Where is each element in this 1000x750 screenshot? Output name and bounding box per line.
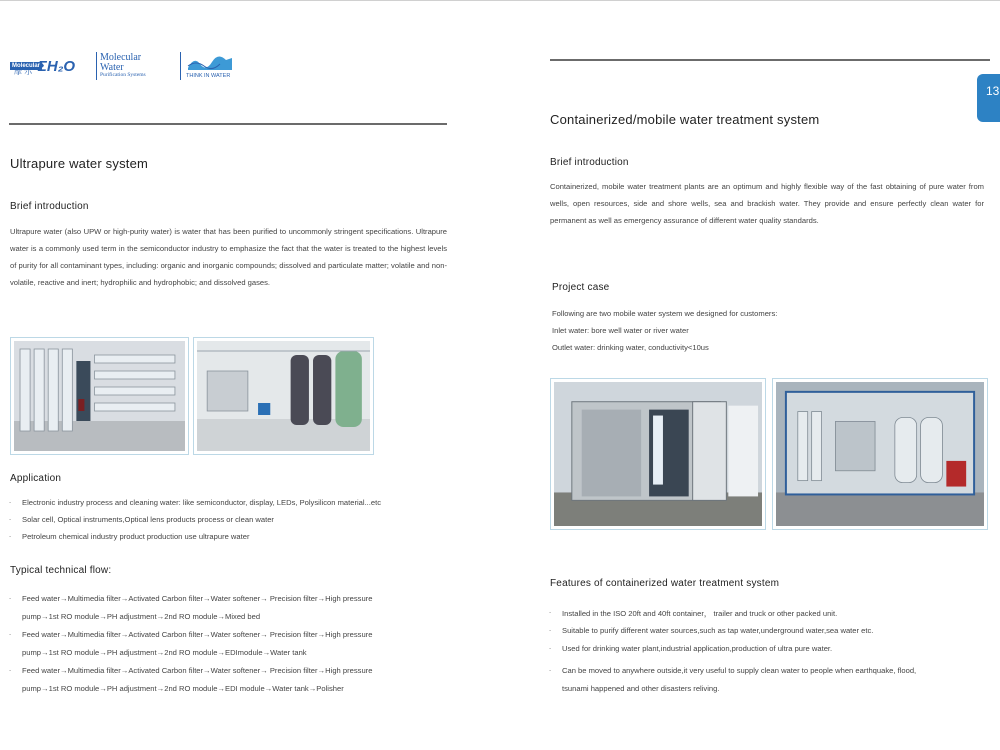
right-brief-text: Containerized, mobile water treatment plants are an optimum and highly flexible way of the fast obtaining of pure water from wells, open resources, side and shore wells, sea and brackish water. They provide and ensure perfectly clean water for permanent as well as emergency assurance of different water quality standards. <box>550 182 984 225</box>
features-heading: Features of containerized water treatment system <box>550 578 780 589</box>
logo-name-2: Water <box>100 62 124 73</box>
list-item <box>9 626 449 662</box>
list-item <box>9 590 449 626</box>
flow-heading: Typical technical flow: <box>10 565 112 576</box>
flow-line: . Feed water→Multimedia filter→Activated Carbon filter→Water softener→ Precision filter→High pressure <box>22 630 373 639</box>
list-item: . Electronic industry process and cleaning water: like semiconductor, display, LEDs, Polysilicon material...etc <box>9 498 449 515</box>
features-list <box>549 608 989 698</box>
left-brief-text: Ultrapure water (also UPW or high-purity water) is water that has been purified to uncommonly stringent specifications. Ultrapure water is a commonly used term in the semiconductor industry to emphasize the fact that the water is treated to the highest levels of purity for all contaminant types, including: organic and inorganic compounds; dissolved and particulate matter; volatile and non-volatile, reactive and inert; hydrophilic and hydrophobic; and dissolved gases. <box>10 227 447 287</box>
page-number-tab <box>977 74 1000 122</box>
right-brief-heading: Brief introduction <box>550 157 629 168</box>
page-number: 13 <box>986 84 1000 98</box>
project-case-lines <box>552 305 982 356</box>
feature-line: . Can be moved to anywhere outside,it very useful to supply clean water to people when earthquake, flood, <box>562 666 917 675</box>
logo-name-3: Purification Systems <box>100 72 146 78</box>
project-case-heading: Project case <box>552 282 610 293</box>
right-title: Containerized/mobile water treatment system <box>550 112 820 127</box>
list-item: . Used for drinking water plant,industrial application,production of ultra pure water. <box>549 644 989 662</box>
logo-mark: ΣH₂O <box>38 58 76 75</box>
flow-line: . Feed water→Multimedia filter→Activated Carbon filter→Water softener→ Precision filter→High pressure <box>22 594 373 603</box>
logo-cn: 摩 尔 <box>14 67 33 76</box>
list-item: . Installed in the ISO 20ft and 40ft container， trailer and truck or other packed unit. <box>549 608 989 626</box>
list-item: . Solar cell, Optical instruments,Optical lens products process or clean water <box>9 515 449 532</box>
logo-think: THINK IN WATER <box>186 73 231 79</box>
ultrapure-photo-1 <box>10 337 189 455</box>
case-line: Following are two mobile water system we designed for customers: <box>552 309 778 318</box>
list-item: . Petroleum chemical industry product production use ultrapure water <box>9 532 449 549</box>
top-border <box>0 0 1000 1</box>
list-item <box>549 662 989 698</box>
list-item: . Suitable to purify different water sources,such as tap water,underground water,sea water etc. <box>549 626 989 644</box>
flow-line: pump→1st RO module→PH adjustment→2nd RO module→EDImodule→Water tank <box>22 648 307 657</box>
ultrapure-photo-2 <box>193 337 374 455</box>
brand-logo <box>10 52 240 84</box>
right-divider <box>550 59 990 61</box>
think-in-water-icon <box>186 54 234 72</box>
left-brief-heading: Brief introduction <box>10 201 89 212</box>
flow-list <box>9 590 449 698</box>
case-line: Outlet water: drinking water, conductivity<10us <box>552 343 709 352</box>
flow-line: pump→1st RO module→PH adjustment→2nd RO module→EDI module→Water tank→Polisher <box>22 684 344 693</box>
left-divider <box>9 123 447 125</box>
flow-line: pump→1st RO module→PH adjustment→2nd RO module→Mixed bed <box>22 612 261 621</box>
container-photo-1 <box>550 378 766 530</box>
case-line: Inlet water: bore well water or river water <box>552 326 689 335</box>
flow-line: . Feed water→Multimedia filter→Activated Carbon filter→Water softener→ Precision filter→High pressure <box>22 666 373 675</box>
left-title: Ultrapure water system <box>10 156 149 171</box>
logo-name-1: Molecular <box>100 52 142 63</box>
application-heading: Application <box>10 473 62 484</box>
logo-badge: Molecular <box>12 63 41 69</box>
feature-line: tsunami happened and other disasters reliving. <box>562 684 720 693</box>
container-photo-2 <box>772 378 988 530</box>
application-list <box>9 498 449 549</box>
list-item <box>9 662 449 698</box>
